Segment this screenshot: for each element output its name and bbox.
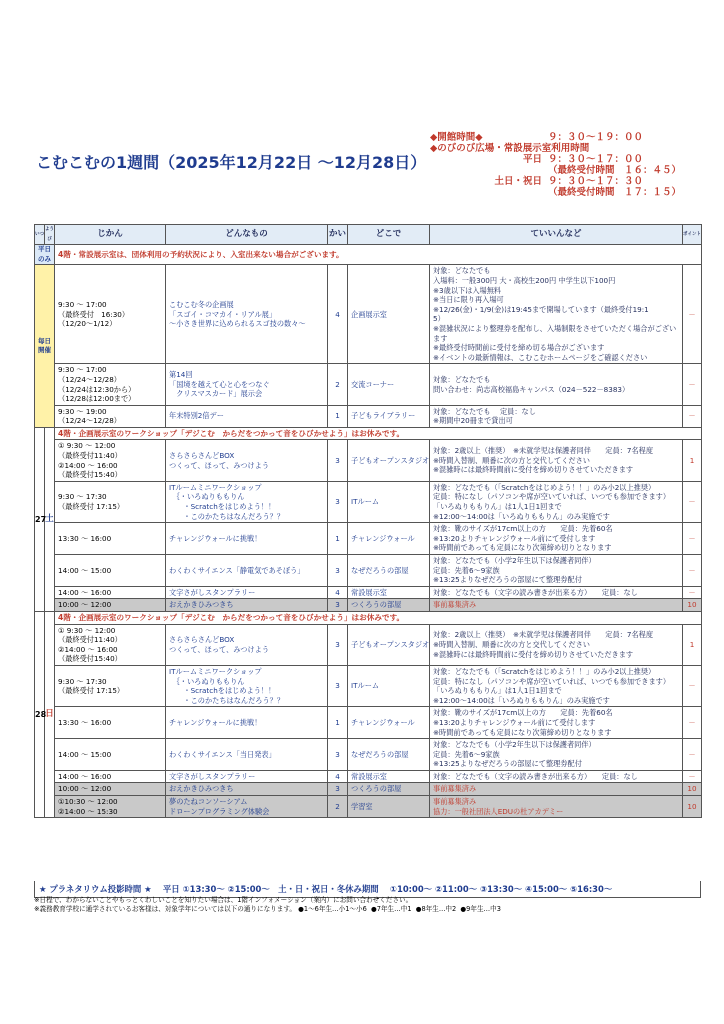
event-place: 学習室 — [348, 796, 430, 818]
event-floor: 3 — [328, 440, 348, 481]
event-details: 対象：どなたでも 入場料：一般300円 大・高校生200円 中学生以下100円 ※3歳以下は入場無料 ※当日に限り再入場可 ※12/26(金)・1/9(金)は19:45まで開場しています（最終受付19:1 5） ※混雑状況により整理券を配布し、入場制限をさせていただく場合がござい ます ※最終受付時間前に受付を締め切る場合がございます ※イベントの最新情報は、こむこむホームページをご確認ください — [430, 265, 683, 364]
event-name: チャレンジウォールに挑戦！ — [166, 707, 328, 739]
table-row — [35, 481, 702, 522]
table-row — [35, 707, 702, 739]
schedule-table — [34, 224, 702, 818]
hours-value: （最終受付時間 １７：１５） — [548, 187, 682, 198]
event-points: － — [683, 364, 702, 405]
event-name: わくわくサイエンス「当日発表」 — [166, 739, 328, 771]
event-floor: 4 — [328, 770, 348, 783]
event-time: 13:30 ～ 16:00 — [55, 707, 166, 739]
event-details: 対象：どなたでも 定員：なし ※期間中20冊まで貸出可 — [430, 405, 683, 427]
weekday-notice-row — [35, 245, 702, 265]
day-notice-row — [35, 611, 702, 624]
event-place: ITルーム — [348, 481, 430, 522]
event-place: ITルーム — [348, 665, 430, 706]
event-details: 対象：どなたでも 問い合わせ：尚志高校福島キャンパス（024－522－8383） — [430, 364, 683, 405]
hours-row — [430, 154, 700, 165]
event-place: 交流コーナー — [348, 364, 430, 405]
event-time: 14:00 ～ 16:00 — [55, 586, 166, 599]
page-title: こむこむの1週間（2025年12月22日 ～12月28日） — [36, 153, 427, 172]
event-points: － — [683, 707, 702, 739]
weekday-notice: 4階・常設展示室は、団体利用の予約状況により、入室出来ない場合がございます。 — [55, 245, 702, 265]
table-row — [35, 665, 702, 706]
event-details: 対象：2歳以上（推奨） ※未就学児は保護者同伴 定員：7名程度 ※時間入替制、順番に次の方と交代してください ※混雑時には最終時間前に受付を締め切りさせていただきます — [430, 624, 683, 665]
event-time: 14:00 ～ 16:00 — [55, 770, 166, 783]
header-floor: かい — [328, 225, 348, 245]
header-point: ポイント — [683, 225, 702, 245]
event-time: ①10:30 ～ 12:00 ②14:00 ～ 15:30 — [55, 796, 166, 818]
event-time: 9:30 ～ 17:00 （12/24～12/28） （12/24は12:30から） （12/28は12:00まで） — [55, 364, 166, 405]
event-details: 対象：どなたでも（文字の読み書きが出来る方） 定員：なし — [430, 586, 683, 599]
daily-event-row — [35, 265, 702, 364]
table-row — [35, 586, 702, 599]
opening-hours — [430, 132, 700, 198]
event-details: 事前募集済み 協力：一般社団法人EDUの杜アカデミー — [430, 796, 683, 818]
table-row — [35, 796, 702, 818]
event-place: チャレンジウォール — [348, 707, 430, 739]
table-row — [35, 440, 702, 481]
event-time: 14:00 ～ 15:00 — [55, 555, 166, 587]
event-floor: 1 — [328, 707, 348, 739]
header-dow: ようび — [45, 225, 55, 245]
event-floor: 2 — [328, 364, 348, 405]
hours-label: ◆開館時間◆ — [430, 132, 483, 143]
event-floor: 1 — [328, 523, 348, 555]
event-name: 文字さがしスタンプラリー — [166, 586, 328, 599]
hours-row — [430, 143, 700, 154]
event-place: 企画展示室 — [348, 265, 430, 364]
event-place: なぜだろうの部屋 — [348, 739, 430, 771]
event-place: 常設展示室 — [348, 586, 430, 599]
day-of-week: 日 — [45, 611, 55, 817]
weekday-label: 平日のみ — [35, 245, 55, 265]
event-name: 年末特別2倍デー — [166, 405, 328, 427]
event-floor: 3 — [328, 481, 348, 522]
event-time: 10:00 ～ 12:00 — [55, 783, 166, 796]
table-row — [35, 783, 702, 796]
hours-row — [430, 165, 700, 176]
day-date: 27 — [35, 427, 45, 611]
event-points: 1 — [683, 624, 702, 665]
hours-value: ９：３０～１９：００ — [548, 132, 644, 143]
event-name: 第14回 「国境を越えて心と心をつなぐ クリスマスカード」展示会 — [166, 364, 328, 405]
hours-row — [430, 187, 700, 198]
hours-value: （最終受付時間 １６：４５） — [548, 165, 682, 176]
table-row — [35, 523, 702, 555]
event-name: チャレンジウォールに挑戦！ — [166, 523, 328, 555]
event-name: ITルームミニワークショップ ｛・いろぬりももりん ・Scratchをはじめよう！！ ・このかたちはなんだろう？？ — [166, 481, 328, 522]
footnotes: ※日程で、わからないことやもっとくわしいことを知りたい場合は、1階インフォメーション（案内）にお問い合わせください。 ※義務教育学校に通学されているお客様は、対象学年については以下の通りになります。 ●1～6年生…小1～小6 ●7年生…中1 ●8年生…中2 ●9年生…中3 — [34, 896, 501, 913]
header-what: どんなもの — [166, 225, 328, 245]
hours-label — [430, 165, 548, 176]
table-row — [35, 624, 702, 665]
day-notice: 4階・企画展示室のワークショップ「デジこむ からだをつかって音をひびかせよう」はお休みです。 — [55, 611, 702, 624]
event-points: － — [683, 665, 702, 706]
day-notice-row — [35, 427, 702, 440]
hours-label: 平日 — [522, 154, 542, 165]
header-where: どこで — [348, 225, 430, 245]
event-points: 10 — [683, 599, 702, 612]
event-points: － — [683, 405, 702, 427]
event-place: なぜだろうの部屋 — [348, 555, 430, 587]
event-floor: 3 — [328, 599, 348, 612]
table-header — [35, 225, 702, 245]
day-date: 28 — [35, 611, 45, 817]
event-name: さらさらさんどBOX つくって、ほって、みつけよう — [166, 624, 328, 665]
event-place: 子どもオープンスタジオ — [348, 624, 430, 665]
event-name: おえかきひみつきち — [166, 599, 328, 612]
event-floor: 3 — [328, 555, 348, 587]
event-details: 対象：どなたでも（文字の読み書きが出来る方） 定員：なし — [430, 770, 683, 783]
event-details: 事前募集済み — [430, 783, 683, 796]
header-desc: ていいんなど — [430, 225, 683, 245]
event-details: 対象：どなたでも（小学2年生以下は保護者同伴） 定員：先着6～9家族 ※13:25よりなぜだろうの部屋にて整理券配付 — [430, 739, 683, 771]
event-details: 対象：靴のサイズが17cm以上の方 定員：先着60名 ※13:20よりチャレンジウォール前にて受付します ※時間前であっても定員になり次第締め切りとなります — [430, 707, 683, 739]
event-details: 対象：どなたでも（「Scratchをはじめよう！！」のみ小2以上推奨） 定員：特になし（パソコンや席が空いていれば、いつでも参加できます） 「いろぬりももりん」は1人1日1回まで ※12:00～14:00は「いろぬりももりん」のみ実施です — [430, 665, 683, 706]
event-name: こむこむ冬の企画展 「スゴイ・コマカイ・リアル展」 ～小さき世界に込められるスゴ技の数々～ — [166, 265, 328, 364]
event-floor: 3 — [328, 739, 348, 771]
event-time: 13:30 ～ 16:00 — [55, 523, 166, 555]
event-points: － — [683, 770, 702, 783]
event-floor: 4 — [328, 586, 348, 599]
event-place: 子どもオープンスタジオ — [348, 440, 430, 481]
event-name: おえかきひみつきち — [166, 783, 328, 796]
event-time: ① 9:30 ～ 12:00 （最終受付11:40） ②14:00 ～ 16:00 （最終受付15:40） — [55, 624, 166, 665]
event-points: － — [683, 523, 702, 555]
planetarium-times: ★ プラネタリウム投影時間 ★ 平日 ①13:30～ ②15:00～ 土・日・祝日・冬休み期間 ①10:00～ ②11:00～ ③13:30～ ④15:00～ ⑤16:30～ — [34, 881, 701, 898]
event-points: － — [683, 586, 702, 599]
daily-event-row — [35, 364, 702, 405]
table-row — [35, 739, 702, 771]
event-details: 対象：どなたでも（小学2年生以下は保護者同伴） 定員：先着6～9家族 ※13:25よりなぜだろうの部屋にて整理券配付 — [430, 555, 683, 587]
event-time: 9:30 ～ 17:00 （最終受付 16:30） （12/20～1/12） — [55, 265, 166, 364]
event-points: 1 — [683, 440, 702, 481]
event-details: 対象：2歳以上（推奨） ※未就学児は保護者同伴 定員：7名程度 ※時間入替制、順番に次の方と交代してください ※混雑時には最終時間前に受付を締め切りさせていただきます — [430, 440, 683, 481]
event-points: － — [683, 481, 702, 522]
event-floor: 3 — [328, 624, 348, 665]
event-time: 9:30 ～ 19:00 （12/24～12/28） — [55, 405, 166, 427]
event-name: ITルームミニワークショップ ｛・いろぬりももりん ・Scratchをはじめよう！！ ・このかたちはなんだろう？？ — [166, 665, 328, 706]
table-row — [35, 555, 702, 587]
event-place: つくろうの部屋 — [348, 599, 430, 612]
event-time: 9:30 ～ 17:30 （最終受付 17:15） — [55, 665, 166, 706]
event-time: 9:30 ～ 17:30 （最終受付 17:15） — [55, 481, 166, 522]
event-place: チャレンジウォール — [348, 523, 430, 555]
event-points: － — [683, 739, 702, 771]
event-floor: 4 — [328, 265, 348, 364]
day-of-week: 土 — [45, 427, 55, 611]
event-details: 事前募集済み — [430, 599, 683, 612]
event-points: － — [683, 555, 702, 587]
hours-value: ９：３０～１７：００ — [548, 154, 644, 165]
event-points: 10 — [683, 783, 702, 796]
event-name: わくわくサイエンス「静電気であそぼう」 — [166, 555, 328, 587]
event-details: 対象：靴のサイズが17cm以上の方 定員：先着60名 ※13:20よりチャレンジウォール前にて受付します ※時間前であっても定員になり次第締め切りとなります — [430, 523, 683, 555]
hours-label: ◆のびのび広場・常設展示室利用時間 — [430, 143, 590, 154]
daily-event-row — [35, 405, 702, 427]
hours-row — [430, 176, 700, 187]
event-time: ① 9:30 ～ 12:00 （最終受付11:40） ②14:00 ～ 16:00 （最終受付15:40） — [55, 440, 166, 481]
event-place: 子どもライブラリー — [348, 405, 430, 427]
event-points: 10 — [683, 796, 702, 818]
hours-label: 土日・祝日 — [494, 176, 542, 187]
event-place: 常設展示室 — [348, 770, 430, 783]
event-name: 夢のたねコンソーシアム ドローンプログラミング体験会 — [166, 796, 328, 818]
event-floor: 3 — [328, 665, 348, 706]
event-time: 14:00 ～ 15:00 — [55, 739, 166, 771]
event-floor: 1 — [328, 405, 348, 427]
table-row — [35, 770, 702, 783]
day-notice: 4階・企画展示室のワークショップ「デジこむ からだをつかって音をひびかせよう」はお休みです。 — [55, 427, 702, 440]
header-when: いつ — [35, 225, 45, 245]
event-name: さらさらさんどBOX つくって、ほって、みつけよう — [166, 440, 328, 481]
hours-value: ９：３０～１７：３０ — [548, 176, 644, 187]
event-floor: 3 — [328, 783, 348, 796]
event-place: つくろうの部屋 — [348, 783, 430, 796]
event-name: 文字さがしスタンプラリー — [166, 770, 328, 783]
hours-label — [430, 187, 548, 198]
event-floor: 2 — [328, 796, 348, 818]
hours-row — [430, 132, 700, 143]
event-details: 対象：どなたでも（「Scratchをはじめよう！！」のみ小2以上推奨） 定員：特になし（パソコンや席が空いていれば、いつでも参加できます） 「いろぬりももりん」は1人1日1回まで ※12:00～14:00は「いろぬりももりん」のみ実施です — [430, 481, 683, 522]
every-day-label: 毎日開催 — [35, 265, 55, 428]
table-row — [35, 599, 702, 612]
event-time: 10:00 ～ 12:00 — [55, 599, 166, 612]
event-points: － — [683, 265, 702, 364]
header-time: じかん — [55, 225, 166, 245]
